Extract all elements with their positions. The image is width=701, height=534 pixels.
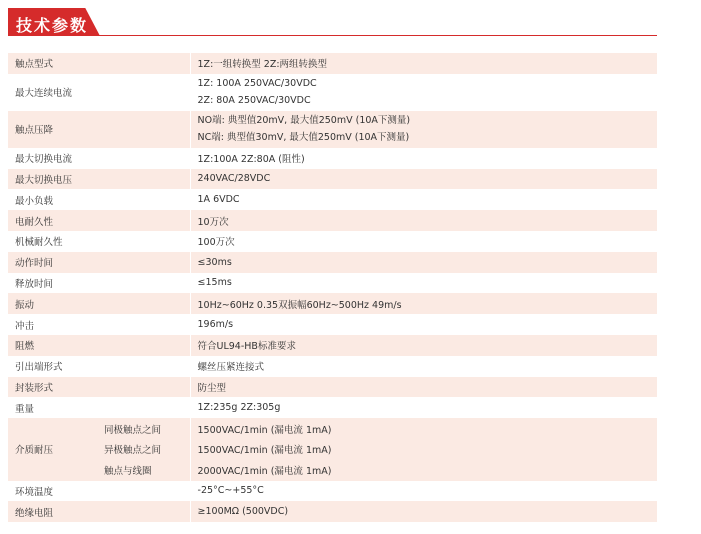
row-value: ≤30ms (190, 252, 657, 273)
row-value: -25°C~+55°C (190, 481, 657, 502)
table-row (8, 439, 657, 460)
row-value: 1500VAC/1min (漏电流 1mA) (190, 439, 657, 460)
row-label: 机械耐久性 (8, 231, 190, 252)
table-row (8, 189, 657, 210)
table-row (8, 210, 657, 231)
row-value: 10万次 (190, 210, 657, 231)
spec-table (8, 53, 657, 522)
table-row (8, 231, 657, 252)
row-label: 重量 (8, 397, 190, 418)
row-sublabel: 异极触点之间 (97, 439, 190, 460)
table-row (8, 111, 657, 148)
row-label: 电耐久性 (8, 210, 190, 231)
table-row (8, 418, 657, 439)
table-row (8, 293, 657, 314)
table-row (8, 335, 657, 356)
row-value: ≤15ms (190, 273, 657, 294)
row-value: 螺丝压紧连接式 (190, 356, 657, 377)
row-label: 阻燃 (8, 335, 190, 356)
row-label: 封装形式 (8, 377, 190, 398)
row-label: 最小负载 (8, 189, 190, 210)
table-row (8, 481, 657, 502)
row-label: 动作时间 (8, 252, 190, 273)
table-row (8, 252, 657, 273)
row-sublabel: 同极触点之间 (97, 418, 190, 439)
row-label: 最大连续电流 (8, 74, 190, 111)
table-row (8, 273, 657, 294)
row-label: 释放时间 (8, 273, 190, 294)
row-label: 冲击 (8, 314, 190, 335)
row-label: 触点压降 (8, 111, 190, 148)
row-value: 防尘型 (190, 377, 657, 398)
row-value: 10Hz~60Hz 0.35双振幅60Hz~500Hz 49m/s (190, 293, 657, 314)
row-value (190, 74, 657, 111)
row-label: 触点型式 (8, 53, 190, 74)
row-value: 1A 6VDC (190, 189, 657, 210)
row-value-line: 1Z: 100A 250VAC/30VDC (197, 78, 317, 90)
table-row (8, 460, 657, 481)
row-label: 振动 (8, 293, 190, 314)
table-row (8, 397, 657, 418)
row-value: 1Z:235g 2Z:305g (190, 397, 657, 418)
row-label: 介质耐压 (8, 418, 97, 480)
row-value: 1Z:100A 2Z:80A (阻性) (190, 148, 657, 169)
row-value-line: NO端: 典型值20mV, 最大值250mV (10A下测量) (197, 115, 411, 127)
table-row (8, 169, 657, 190)
table-row (8, 501, 657, 522)
row-value: ≥100MΩ (500VDC) (190, 501, 657, 522)
row-label: 绝缘电阻 (8, 501, 190, 522)
table-row (8, 74, 657, 111)
row-value: 240VAC/28VDC (190, 169, 657, 190)
table-row (8, 148, 657, 169)
table-row (8, 377, 657, 398)
row-value: 100万次 (190, 231, 657, 252)
row-label: 最大切换电压 (8, 169, 190, 190)
row-value-line: 2Z: 80A 250VAC/30VDC (197, 95, 311, 107)
row-value (190, 111, 657, 148)
row-value-line: NC端: 典型值30mV, 最大值250mV (10A下测量) (197, 132, 410, 144)
table-row (8, 314, 657, 335)
table-row (8, 356, 657, 377)
row-value: 2000VAC/1min (漏电流 1mA) (190, 460, 657, 481)
row-label: 最大切换电流 (8, 148, 190, 169)
row-label: 环境温度 (8, 481, 190, 502)
table-row (8, 53, 657, 74)
row-value: 196m/s (190, 314, 657, 335)
section-title: 技术参数 (16, 16, 89, 35)
row-value: 1Z:一组转换型 2Z:两组转换型 (190, 53, 657, 74)
header-divider (8, 35, 657, 36)
row-label: 引出端形式 (8, 356, 190, 377)
row-sublabel: 触点与线圈 (97, 460, 190, 481)
row-value: 符合UL94-HB标准要求 (190, 335, 657, 356)
row-value: 1500VAC/1min (漏电流 1mA) (190, 418, 657, 439)
